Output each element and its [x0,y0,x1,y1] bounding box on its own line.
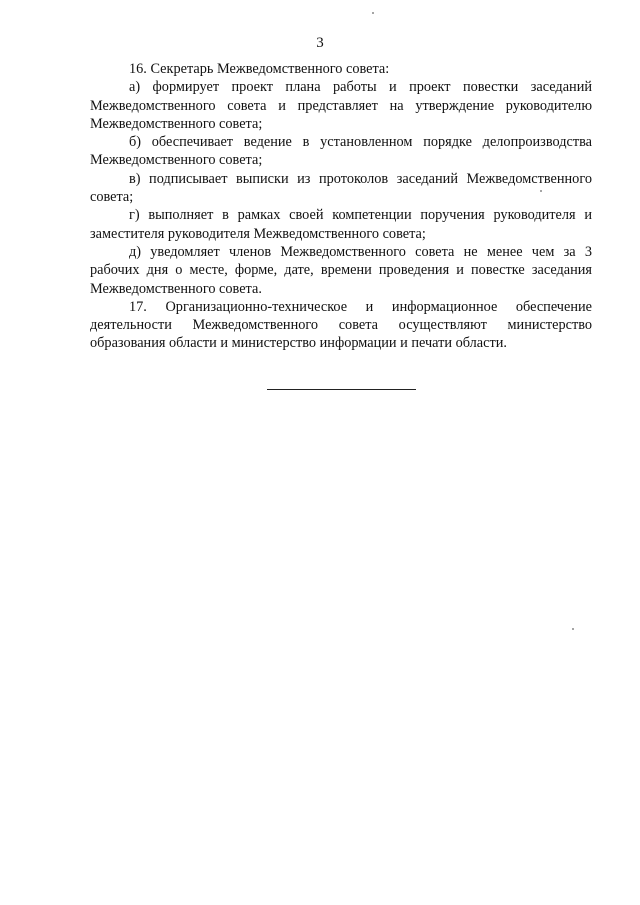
end-of-text-divider [267,389,416,390]
paragraph-16a: а) формирует проект плана работы и проект повестки заседаний Межведомственного совета и представляет на утверждение руководителю Межведомственного совета; [90,79,592,132]
scan-speck [540,190,542,192]
paragraph-17: 17. Организационно-техническое и информационное обеспечение деятельности Межведомственного совета осуществляют министерство образования области и министерство информации и печати области. [90,298,592,352]
document-body [90,60,592,353]
paragraph-16g: г) выполняет в рамках своей компетенции поручения руководителя и заместителя руководителя Межведомственного совета; [90,207,592,242]
scan-speck [572,628,574,630]
paragraph-16d: д) уведомляет членов Межведомственного совета не менее чем за 3 рабочих дня о месте, форме, дате, времени проведения и повестке заседания Межведомственного совета. [90,243,592,297]
page-number: 3 [316,35,324,51]
paragraph-16v: в) подписывает выписки из протоколов заседаний Межведомственного совета; [90,170,592,206]
paragraph-16-heading: 16. Секретарь Межведомственного совета: [129,61,390,77]
paragraph-16b: б) обеспечивает ведение в установленном порядке делопроизводства Межведомственного совета; [90,134,592,169]
scan-speck [372,12,374,14]
